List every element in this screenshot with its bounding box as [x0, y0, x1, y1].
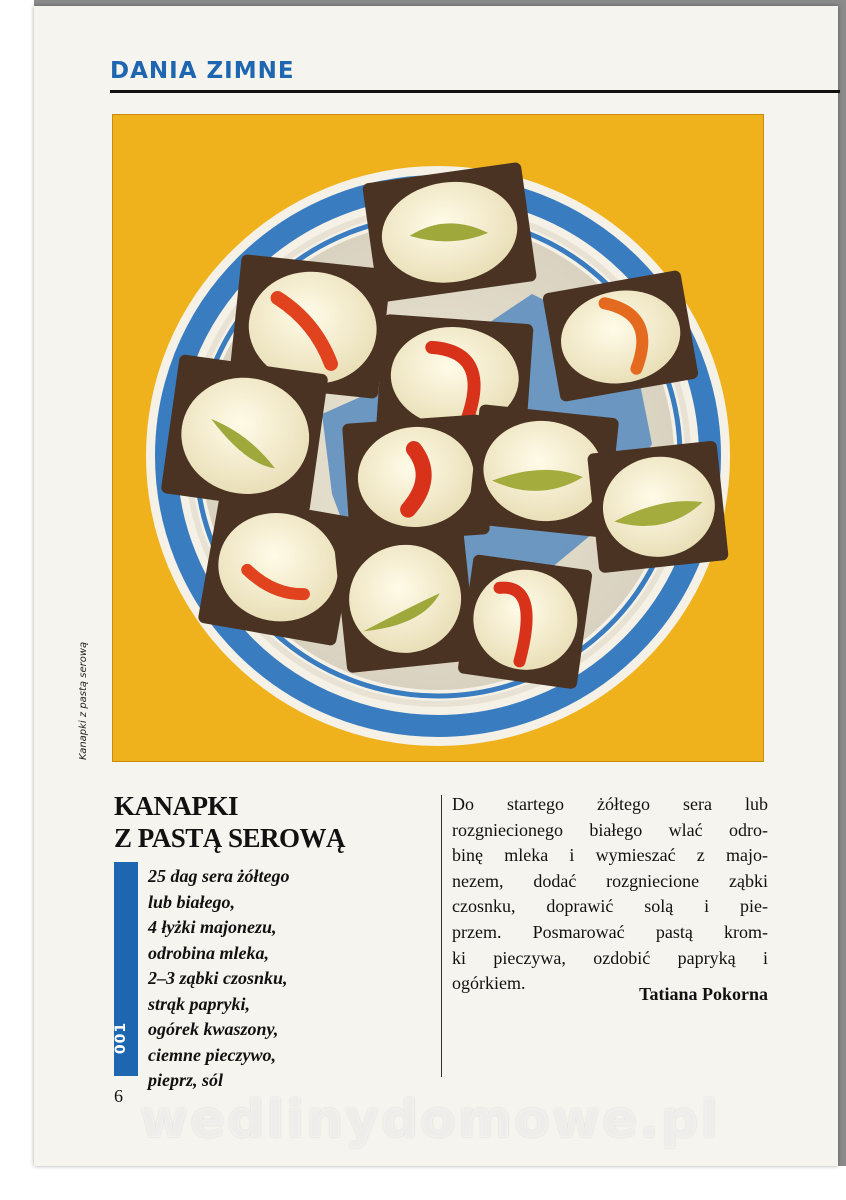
ingredient-line: strąk papryki, [148, 993, 251, 1014]
recipe-photo [112, 114, 764, 762]
recipe-title-line-1: KANAPKI [114, 791, 238, 821]
recipe-number: 001 [113, 1021, 130, 1055]
method-line: przem. Posmarować pastą krom- [452, 921, 768, 942]
ingredient-line: lub białego, [148, 891, 236, 912]
method-text [452, 792, 768, 997]
page-number: 6 [114, 1086, 123, 1106]
photo-caption: Kanapki z pastą serową [78, 641, 89, 760]
watermark: wedlinydomowe.pl [139, 1090, 721, 1150]
column-divider [441, 795, 442, 1077]
recipe-author: Tatiana Pokorna [639, 984, 768, 1004]
method-line: nezem, dodać rozgniecione ząbki [452, 870, 768, 891]
bottom-margin [34, 1166, 846, 1200]
method-line: rozgniecionego białego wlać odro- [452, 819, 768, 840]
ingredient-line: 2–3 ząbki czosnku, [148, 968, 288, 988]
ingredient-line: 4 łyżki majonezu, [148, 917, 277, 937]
header-rule [110, 90, 840, 93]
recipe-title [114, 790, 434, 854]
ingredients-list [148, 864, 438, 1094]
ingredient-line: pieprz, sól [148, 1070, 224, 1090]
method-line: Do startego żółtego sera lub [452, 794, 768, 814]
method-line: ki pieczywa, ozdobić papryką i [452, 947, 768, 968]
ingredient-line: ogórek kwaszony, [148, 1019, 279, 1039]
method-line: binę mleka i wymieszać z majo- [452, 845, 768, 866]
ingredient-line: 25 dag sera żółtego [148, 866, 290, 886]
method-line: czosnku, doprawić solą i pie- [452, 896, 768, 917]
method-line: ogórkiem. [452, 973, 526, 994]
left-margin [0, 0, 34, 1200]
section-title: DANIA ZIMNE [110, 58, 295, 84]
ingredient-line: ciemne pieczywo, [148, 1044, 276, 1065]
recipe-title-line-2: Z PASTĄ SEROWĄ [114, 823, 346, 853]
sandwich-plate-illustration [112, 114, 764, 762]
ingredient-line: odrobina mleka, [148, 942, 270, 963]
